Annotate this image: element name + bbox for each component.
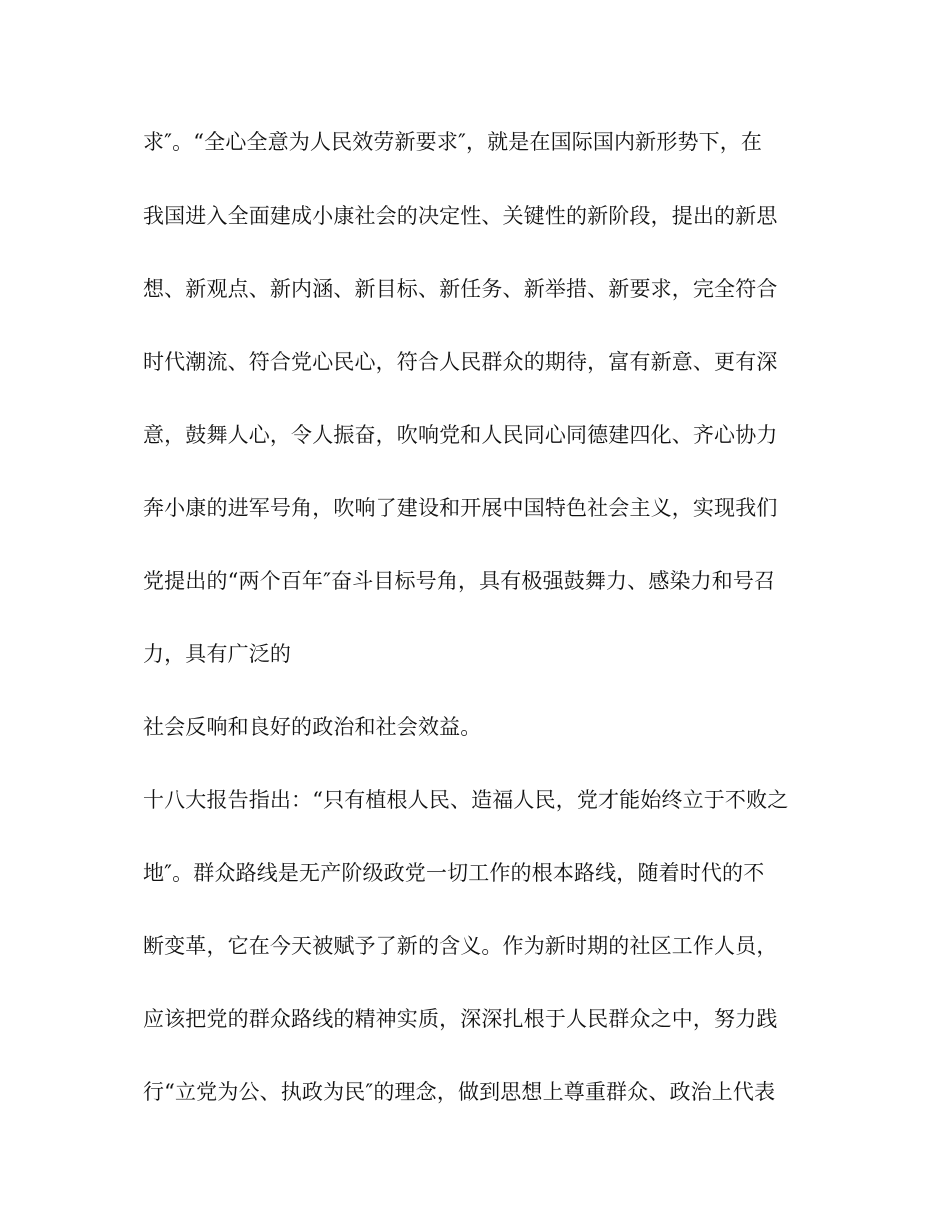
text-line: 我国进入全面建成小康社会的决定性、关键性的新阶段，提出的新思 — [143, 204, 778, 228]
text-line: 社会反响和良好的政治和社会效益。 — [143, 715, 482, 739]
text-line: 地″。群众路线是无产阶级政党一切工作的根本路线，随着时代的不 — [143, 861, 765, 885]
text-line: 党提出的“两个百年″奋斗目标号角，具有极强鼓舞力、感染力和号召 — [143, 569, 776, 593]
text-line: 十八大报告指出：“只有植根人民、造福人民，党才能始终立于不败之 — [143, 788, 789, 812]
text-line: 应该把党的群众路线的精神实质，深深扎根于人民群众之中，努力践 — [143, 1007, 778, 1031]
text-line: 时代潮流、符合党心民心，符合人民群众的期待，富有新意、更有深 — [143, 350, 778, 374]
text-line: 意，鼓舞人心，令人振奋，吹响党和人民同心同德建四化、齐心协力 — [143, 423, 778, 447]
text-line: 想、新观点、新内涵、新目标、新任务、新举措、新要求，完全符合 — [143, 277, 778, 301]
text-line: 力，具有广泛的 — [143, 642, 292, 666]
text-line: 断变革，它在今天被赋予了新的含义。作为新时期的社区工作人员， — [143, 934, 778, 958]
text-line: 行“立党为公、执政为民″的理念，做到思想上尊重群众、政治上代表 — [143, 1080, 776, 1104]
text-line: 奔小康的进军号角，吹响了建设和开展中国特色社会主义，实现我们 — [143, 496, 778, 520]
text-line: 求″。“全心全意为人民效劳新要求″，就是在国际国内新形势下，在 — [143, 130, 763, 154]
